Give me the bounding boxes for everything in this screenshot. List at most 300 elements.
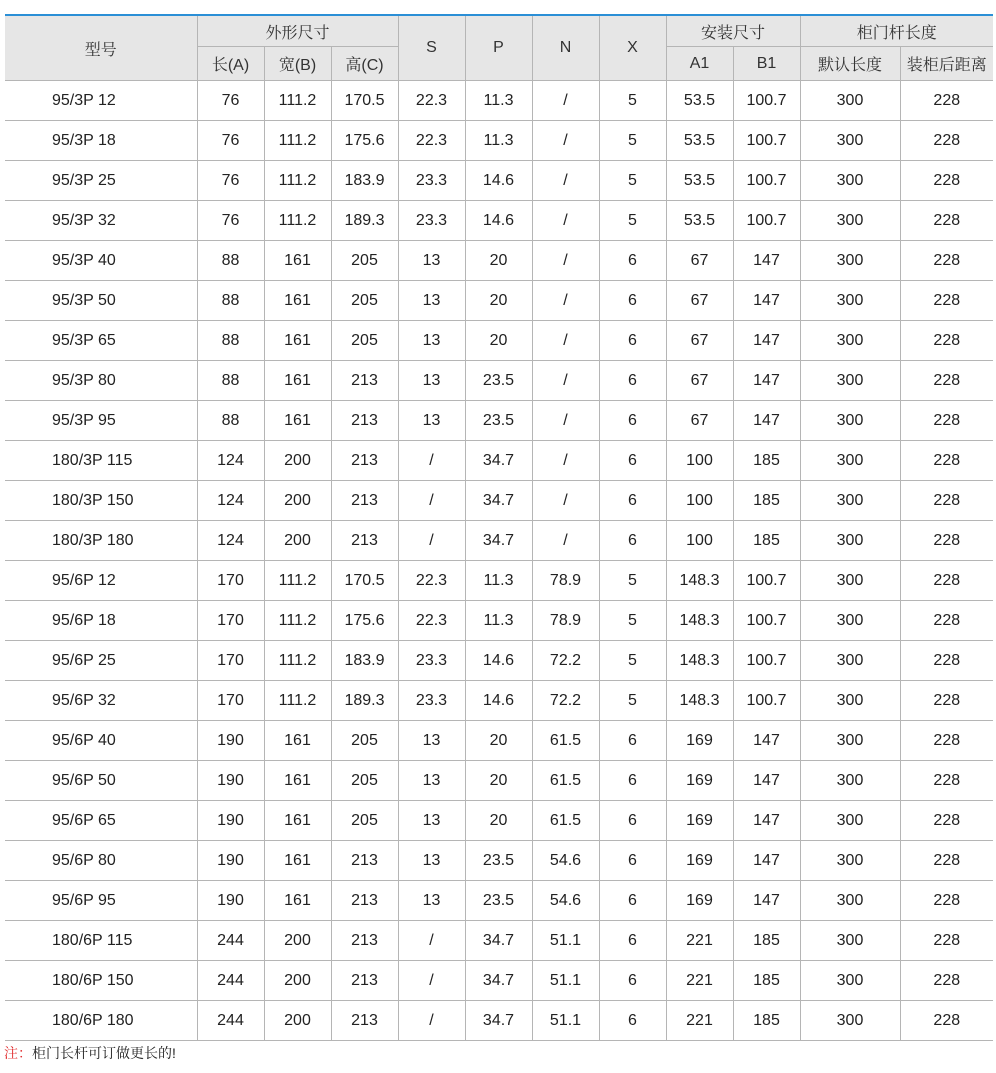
cell-model: 95/3P 95	[5, 401, 197, 441]
cell-x: 6	[599, 521, 666, 561]
cell-length-a: 190	[197, 841, 264, 881]
cell-b1: 100.7	[733, 561, 800, 601]
cell-s: 13	[398, 241, 465, 281]
table-row	[5, 521, 993, 561]
cell-length-a: 244	[197, 1001, 264, 1041]
cell-b1: 147	[733, 401, 800, 441]
cell-width-b: 161	[264, 761, 331, 801]
header-n: N	[532, 15, 599, 81]
cell-width-b: 111.2	[264, 81, 331, 121]
cell-width-b: 161	[264, 281, 331, 321]
cell-model: 95/3P 25	[5, 161, 197, 201]
cell-length-a: 170	[197, 601, 264, 641]
cell-x: 6	[599, 801, 666, 841]
cell-n: /	[532, 321, 599, 361]
table-row	[5, 801, 993, 841]
cell-b1: 100.7	[733, 201, 800, 241]
cell-height-c: 205	[331, 321, 398, 361]
cell-width-b: 111.2	[264, 641, 331, 681]
cell-p: 34.7	[465, 441, 532, 481]
cell-width-b: 161	[264, 241, 331, 281]
table-row	[5, 121, 993, 161]
cell-a1: 67	[666, 241, 733, 281]
cell-width-b: 200	[264, 921, 331, 961]
cell-a1: 100	[666, 481, 733, 521]
cell-default-length: 300	[800, 801, 900, 841]
cell-model: 180/3P 115	[5, 441, 197, 481]
table-row	[5, 761, 993, 801]
cell-p: 34.7	[465, 961, 532, 1001]
cell-s: 13	[398, 721, 465, 761]
cell-height-c: 213	[331, 441, 398, 481]
cell-s: /	[398, 1001, 465, 1041]
cell-after-install: 228	[900, 521, 993, 561]
cell-length-a: 244	[197, 961, 264, 1001]
cell-s: /	[398, 441, 465, 481]
cell-n: 78.9	[532, 561, 599, 601]
cell-default-length: 300	[800, 921, 900, 961]
cell-default-length: 300	[800, 761, 900, 801]
cell-n: 72.2	[532, 681, 599, 721]
cell-a1: 169	[666, 761, 733, 801]
cell-after-install: 228	[900, 801, 993, 841]
cell-a1: 67	[666, 401, 733, 441]
cell-model: 180/6P 180	[5, 1001, 197, 1041]
cell-b1: 147	[733, 801, 800, 841]
cell-p: 14.6	[465, 681, 532, 721]
cell-height-c: 170.5	[331, 81, 398, 121]
table-row	[5, 481, 993, 521]
cell-height-c: 213	[331, 481, 398, 521]
cell-b1: 147	[733, 241, 800, 281]
cell-b1: 185	[733, 1001, 800, 1041]
cell-default-length: 300	[800, 961, 900, 1001]
cell-height-c: 205	[331, 241, 398, 281]
cell-default-length: 300	[800, 161, 900, 201]
cell-a1: 148.3	[666, 681, 733, 721]
cell-a1: 53.5	[666, 121, 733, 161]
cell-after-install: 228	[900, 841, 993, 881]
cell-model: 95/6P 32	[5, 681, 197, 721]
cell-width-b: 161	[264, 881, 331, 921]
cell-default-length: 300	[800, 121, 900, 161]
cell-a1: 100	[666, 441, 733, 481]
cell-x: 6	[599, 361, 666, 401]
cell-x: 5	[599, 201, 666, 241]
cell-b1: 185	[733, 481, 800, 521]
cell-a1: 100	[666, 521, 733, 561]
cell-b1: 100.7	[733, 81, 800, 121]
header-length-a: 长(A)	[197, 47, 264, 81]
cell-p: 23.5	[465, 841, 532, 881]
cell-n: /	[532, 481, 599, 521]
cell-s: 13	[398, 881, 465, 921]
cell-s: 22.3	[398, 121, 465, 161]
cell-after-install: 228	[900, 281, 993, 321]
cell-default-length: 300	[800, 361, 900, 401]
cell-n: 54.6	[532, 841, 599, 881]
table-row	[5, 81, 993, 121]
cell-b1: 185	[733, 521, 800, 561]
cell-s: 13	[398, 281, 465, 321]
cell-after-install: 228	[900, 1001, 993, 1041]
header-s: S	[398, 15, 465, 81]
cell-b1: 147	[733, 321, 800, 361]
cell-length-a: 88	[197, 281, 264, 321]
cell-n: 51.1	[532, 921, 599, 961]
cell-default-length: 300	[800, 601, 900, 641]
cell-s: 22.3	[398, 81, 465, 121]
cell-s: 23.3	[398, 201, 465, 241]
cell-model: 95/3P 18	[5, 121, 197, 161]
cell-n: 51.1	[532, 1001, 599, 1041]
cell-width-b: 111.2	[264, 121, 331, 161]
cell-after-install: 228	[900, 81, 993, 121]
cell-s: 13	[398, 761, 465, 801]
cell-height-c: 189.3	[331, 201, 398, 241]
cell-width-b: 161	[264, 321, 331, 361]
header-after-install: 装柜后距离	[900, 47, 993, 81]
cell-length-a: 88	[197, 241, 264, 281]
cell-default-length: 300	[800, 201, 900, 241]
cell-default-length: 300	[800, 401, 900, 441]
cell-a1: 53.5	[666, 81, 733, 121]
cell-model: 95/6P 65	[5, 801, 197, 841]
cell-p: 20	[465, 721, 532, 761]
cell-n: /	[532, 121, 599, 161]
table-row	[5, 441, 993, 481]
cell-length-a: 124	[197, 521, 264, 561]
cell-n: /	[532, 441, 599, 481]
cell-width-b: 200	[264, 521, 331, 561]
cell-a1: 221	[666, 961, 733, 1001]
cell-x: 5	[599, 161, 666, 201]
cell-model: 95/6P 95	[5, 881, 197, 921]
cell-model: 95/3P 65	[5, 321, 197, 361]
cell-p: 11.3	[465, 121, 532, 161]
cell-a1: 148.3	[666, 561, 733, 601]
header-p: P	[465, 15, 532, 81]
header-install: 安装尺寸	[666, 15, 800, 47]
cell-height-c: 213	[331, 921, 398, 961]
cell-default-length: 300	[800, 241, 900, 281]
cell-height-c: 213	[331, 961, 398, 1001]
cell-n: /	[532, 401, 599, 441]
cell-s: 13	[398, 321, 465, 361]
cell-default-length: 300	[800, 521, 900, 561]
cell-x: 6	[599, 881, 666, 921]
cell-n: /	[532, 81, 599, 121]
cell-a1: 169	[666, 801, 733, 841]
table-row	[5, 601, 993, 641]
cell-height-c: 175.6	[331, 121, 398, 161]
cell-a1: 67	[666, 321, 733, 361]
cell-length-a: 76	[197, 201, 264, 241]
footnote	[4, 1043, 176, 1063]
cell-default-length: 300	[800, 881, 900, 921]
cell-height-c: 170.5	[331, 561, 398, 601]
cell-model: 95/6P 12	[5, 561, 197, 601]
cell-length-a: 76	[197, 161, 264, 201]
cell-length-a: 190	[197, 881, 264, 921]
cell-after-install: 228	[900, 161, 993, 201]
cell-s: 23.3	[398, 681, 465, 721]
header-row-top	[5, 15, 993, 47]
cell-width-b: 200	[264, 481, 331, 521]
cell-width-b: 161	[264, 401, 331, 441]
cell-after-install: 228	[900, 961, 993, 1001]
cell-x: 6	[599, 441, 666, 481]
cell-s: 13	[398, 841, 465, 881]
cell-s: 23.3	[398, 161, 465, 201]
cell-p: 11.3	[465, 561, 532, 601]
cell-default-length: 300	[800, 721, 900, 761]
cell-s: /	[398, 521, 465, 561]
table-row	[5, 841, 993, 881]
cell-model: 95/6P 25	[5, 641, 197, 681]
cell-s: 23.3	[398, 641, 465, 681]
cell-after-install: 228	[900, 641, 993, 681]
table-row	[5, 1001, 993, 1041]
cell-b1: 100.7	[733, 161, 800, 201]
table-row	[5, 361, 993, 401]
cell-length-a: 170	[197, 681, 264, 721]
cell-x: 6	[599, 921, 666, 961]
cell-p: 20	[465, 281, 532, 321]
cell-model: 95/6P 50	[5, 761, 197, 801]
cell-s: /	[398, 961, 465, 1001]
cell-width-b: 111.2	[264, 201, 331, 241]
table-row	[5, 881, 993, 921]
cell-b1: 147	[733, 281, 800, 321]
cell-after-install: 228	[900, 201, 993, 241]
cell-height-c: 205	[331, 801, 398, 841]
table-row	[5, 281, 993, 321]
cell-s: /	[398, 481, 465, 521]
cell-width-b: 200	[264, 1001, 331, 1041]
cell-width-b: 200	[264, 961, 331, 1001]
table-row	[5, 921, 993, 961]
cell-b1: 147	[733, 881, 800, 921]
cell-s: /	[398, 921, 465, 961]
cell-default-length: 300	[800, 1001, 900, 1041]
cell-a1: 53.5	[666, 201, 733, 241]
cell-x: 5	[599, 601, 666, 641]
cell-height-c: 213	[331, 841, 398, 881]
cell-p: 23.5	[465, 881, 532, 921]
cell-n: /	[532, 161, 599, 201]
cell-default-length: 300	[800, 561, 900, 601]
cell-p: 34.7	[465, 1001, 532, 1041]
cell-n: 78.9	[532, 601, 599, 641]
cell-p: 23.5	[465, 361, 532, 401]
cell-s: 13	[398, 361, 465, 401]
cell-model: 95/6P 80	[5, 841, 197, 881]
header-rod-length: 柜门杆长度	[800, 15, 993, 47]
cell-model: 95/6P 40	[5, 721, 197, 761]
cell-p: 34.7	[465, 521, 532, 561]
cell-default-length: 300	[800, 441, 900, 481]
header-width-b: 宽(B)	[264, 47, 331, 81]
cell-a1: 67	[666, 281, 733, 321]
cell-n: 61.5	[532, 761, 599, 801]
cell-p: 14.6	[465, 641, 532, 681]
cell-after-install: 228	[900, 681, 993, 721]
cell-height-c: 183.9	[331, 641, 398, 681]
table-row	[5, 681, 993, 721]
cell-p: 11.3	[465, 81, 532, 121]
table-row	[5, 321, 993, 361]
cell-b1: 185	[733, 961, 800, 1001]
cell-length-a: 190	[197, 801, 264, 841]
header-a1: A1	[666, 47, 733, 81]
cell-height-c: 189.3	[331, 681, 398, 721]
cell-after-install: 228	[900, 481, 993, 521]
cell-n: 61.5	[532, 721, 599, 761]
cell-x: 6	[599, 241, 666, 281]
cell-length-a: 190	[197, 721, 264, 761]
cell-height-c: 213	[331, 361, 398, 401]
cell-after-install: 228	[900, 121, 993, 161]
cell-a1: 169	[666, 841, 733, 881]
cell-a1: 148.3	[666, 641, 733, 681]
footnote-text: 柜门长杆可订做更长的!	[32, 1045, 176, 1061]
cell-model: 180/6P 150	[5, 961, 197, 1001]
table-row	[5, 241, 993, 281]
cell-width-b: 161	[264, 841, 331, 881]
cell-n: /	[532, 241, 599, 281]
cell-p: 20	[465, 761, 532, 801]
cell-a1: 169	[666, 881, 733, 921]
cell-after-install: 228	[900, 401, 993, 441]
cell-x: 6	[599, 961, 666, 1001]
table-header	[5, 15, 993, 81]
cell-b1: 100.7	[733, 641, 800, 681]
cell-p: 34.7	[465, 921, 532, 961]
cell-n: 72.2	[532, 641, 599, 681]
cell-x: 5	[599, 121, 666, 161]
cell-height-c: 205	[331, 281, 398, 321]
cell-height-c: 213	[331, 1001, 398, 1041]
cell-length-a: 76	[197, 81, 264, 121]
cell-default-length: 300	[800, 841, 900, 881]
cell-width-b: 161	[264, 721, 331, 761]
cell-n: 61.5	[532, 801, 599, 841]
cell-x: 6	[599, 841, 666, 881]
spec-table-container	[5, 14, 993, 1041]
cell-p: 23.5	[465, 401, 532, 441]
cell-p: 14.6	[465, 201, 532, 241]
cell-p: 34.7	[465, 481, 532, 521]
cell-default-length: 300	[800, 681, 900, 721]
cell-length-a: 124	[197, 441, 264, 481]
cell-after-install: 228	[900, 241, 993, 281]
cell-height-c: 183.9	[331, 161, 398, 201]
cell-p: 11.3	[465, 601, 532, 641]
cell-x: 5	[599, 81, 666, 121]
cell-length-a: 190	[197, 761, 264, 801]
cell-after-install: 228	[900, 921, 993, 961]
cell-height-c: 213	[331, 401, 398, 441]
header-height-c: 高(C)	[331, 47, 398, 81]
cell-x: 6	[599, 481, 666, 521]
cell-height-c: 205	[331, 721, 398, 761]
cell-x: 5	[599, 641, 666, 681]
cell-b1: 147	[733, 761, 800, 801]
header-b1: B1	[733, 47, 800, 81]
cell-width-b: 161	[264, 801, 331, 841]
cell-x: 6	[599, 321, 666, 361]
cell-p: 20	[465, 241, 532, 281]
cell-width-b: 111.2	[264, 561, 331, 601]
cell-height-c: 213	[331, 521, 398, 561]
cell-after-install: 228	[900, 361, 993, 401]
cell-a1: 169	[666, 721, 733, 761]
cell-p: 14.6	[465, 161, 532, 201]
cell-width-b: 111.2	[264, 601, 331, 641]
header-outline: 外形尺寸	[197, 15, 398, 47]
cell-b1: 100.7	[733, 681, 800, 721]
cell-n: /	[532, 521, 599, 561]
cell-model: 180/6P 115	[5, 921, 197, 961]
header-default-length: 默认长度	[800, 47, 900, 81]
table-body	[5, 81, 993, 1041]
cell-after-install: 228	[900, 601, 993, 641]
cell-default-length: 300	[800, 321, 900, 361]
cell-p: 20	[465, 321, 532, 361]
cell-model: 180/3P 150	[5, 481, 197, 521]
cell-height-c: 175.6	[331, 601, 398, 641]
cell-length-a: 88	[197, 401, 264, 441]
cell-after-install: 228	[900, 761, 993, 801]
cell-after-install: 228	[900, 561, 993, 601]
cell-n: /	[532, 201, 599, 241]
cell-a1: 148.3	[666, 601, 733, 641]
cell-x: 6	[599, 401, 666, 441]
table-row	[5, 641, 993, 681]
cell-length-a: 88	[197, 321, 264, 361]
cell-x: 6	[599, 281, 666, 321]
cell-model: 95/6P 18	[5, 601, 197, 641]
cell-b1: 147	[733, 841, 800, 881]
cell-model: 95/3P 40	[5, 241, 197, 281]
cell-x: 5	[599, 681, 666, 721]
cell-s: 13	[398, 801, 465, 841]
cell-length-a: 88	[197, 361, 264, 401]
cell-length-a: 124	[197, 481, 264, 521]
cell-p: 20	[465, 801, 532, 841]
cell-s: 22.3	[398, 561, 465, 601]
cell-b1: 100.7	[733, 601, 800, 641]
cell-default-length: 300	[800, 641, 900, 681]
cell-x: 6	[599, 721, 666, 761]
cell-model: 95/3P 80	[5, 361, 197, 401]
cell-n: 51.1	[532, 961, 599, 1001]
cell-x: 6	[599, 761, 666, 801]
cell-s: 13	[398, 401, 465, 441]
table-row	[5, 561, 993, 601]
cell-b1: 100.7	[733, 121, 800, 161]
cell-b1: 185	[733, 441, 800, 481]
cell-n: /	[532, 281, 599, 321]
cell-width-b: 161	[264, 361, 331, 401]
cell-b1: 147	[733, 721, 800, 761]
cell-width-b: 200	[264, 441, 331, 481]
table-row	[5, 201, 993, 241]
cell-a1: 53.5	[666, 161, 733, 201]
footnote-prefix: 注：	[4, 1045, 32, 1061]
header-x: X	[599, 15, 666, 81]
